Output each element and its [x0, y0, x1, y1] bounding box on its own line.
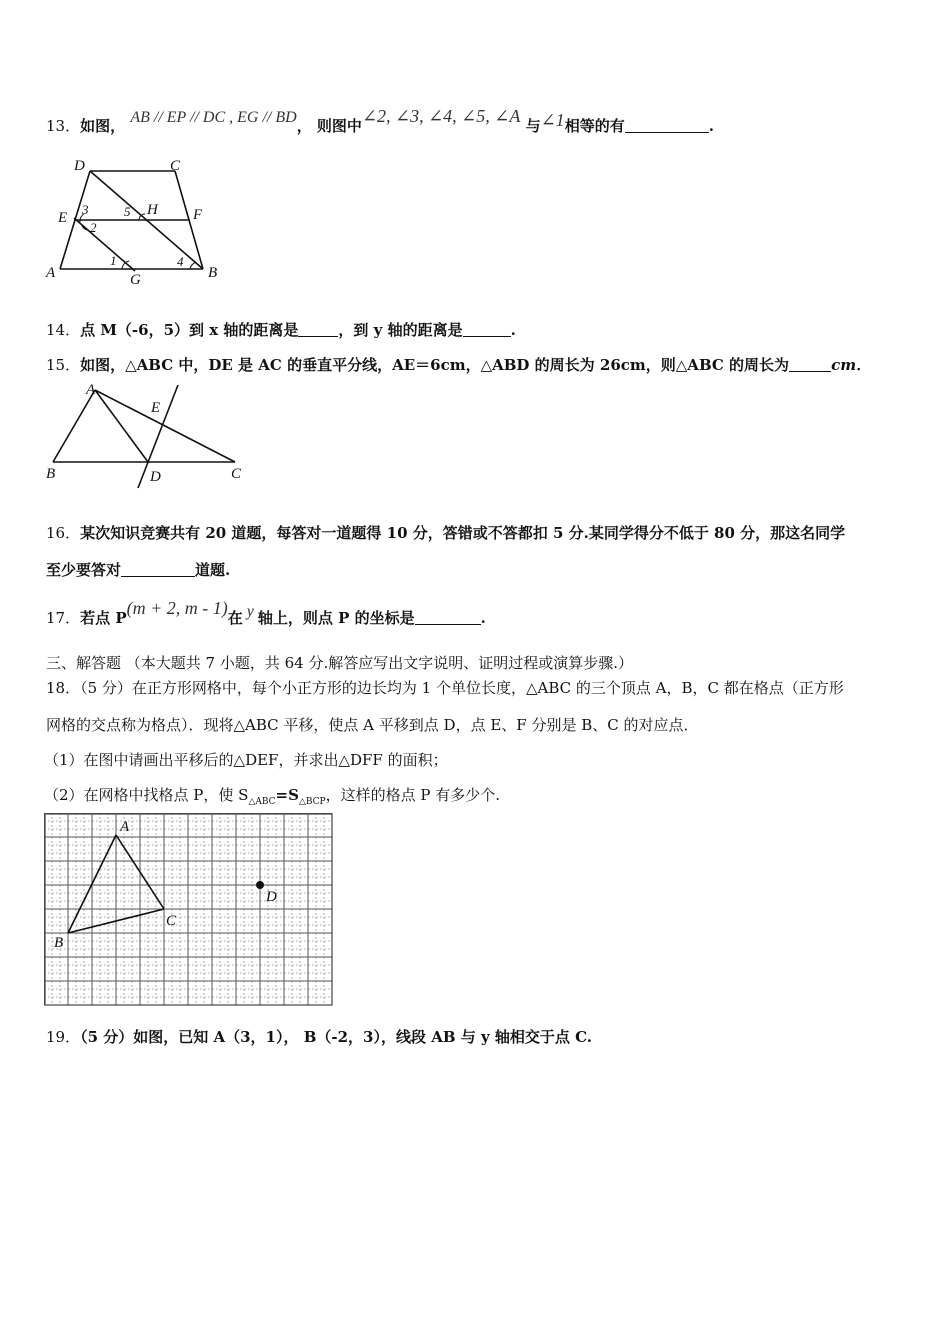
q14-answer-blank-2[interactable] — [463, 321, 511, 337]
fig18-label-b: B — [54, 935, 64, 951]
q13-lead: 如图， — [80, 117, 126, 135]
fig13-label-b: B — [208, 265, 218, 281]
q16-answer-blank[interactable] — [121, 561, 195, 577]
fig15-label-b: B — [46, 466, 56, 482]
question-16-line-2 — [46, 560, 230, 580]
fig13-label-a: A — [46, 265, 56, 281]
figure-18-grid — [44, 813, 334, 1007]
q18-sub-abc: △ABC — [248, 797, 276, 807]
fig13-label-c: C — [170, 158, 181, 174]
fig18-label-c: C — [166, 913, 177, 929]
q18-line1: （5 分）在正方形网格中，每个小正方形的边长均为 1 个单位长度，△ABC 的三个顶点 A，B，C 都在格点（正方形 — [80, 679, 844, 697]
q18-part2a: （2）在网格中找格点 P，使 S — [44, 786, 249, 804]
q16-number: 16． — [46, 524, 81, 542]
q13-condition: AB // EP // DC , EG // BD — [130, 109, 297, 126]
question-17 — [46, 598, 486, 629]
q17-axis: y — [246, 603, 254, 620]
q18-sub-bcp: △BCP — [298, 797, 326, 807]
q14-number: 14． — [46, 321, 81, 339]
fig13-label-e: E — [58, 210, 68, 226]
fig13-label-g: G — [130, 272, 141, 288]
q13-tail: 相等的有 — [564, 117, 625, 135]
fig13-label-d: D — [74, 158, 85, 174]
q16-line2: 至少要答对 — [46, 561, 122, 579]
fig13-label-f: F — [193, 207, 203, 223]
figure-15-triangle — [40, 380, 255, 490]
fig13-label-1: 1 — [110, 253, 117, 268]
q15-unit: cm． — [831, 356, 872, 374]
q17-number: 17． — [46, 609, 81, 627]
q18-eq: =S — [275, 786, 299, 804]
q17-tail: 轴上，则点 P 的坐标是 — [257, 609, 415, 627]
q13-angles: ∠2, ∠3, ∠4, ∠5, ∠A — [361, 106, 521, 126]
q17-lead: 若点 P — [80, 609, 127, 627]
fig13-label-5: 5 — [124, 204, 131, 219]
q18-part2b: ，这样的格点 P 有多少个. — [325, 786, 501, 804]
q18-part1: （1）在图中请画出平移后的△DEF，并求出△DFF 的面积； — [44, 751, 448, 769]
fig13-label-2: 2 — [90, 220, 97, 235]
q14-text2: ，到 y 轴的距离是 — [338, 321, 463, 339]
fig15-label-c: C — [231, 466, 242, 482]
question-14 — [46, 320, 516, 340]
figure-13-trapezoid — [40, 150, 230, 290]
question-16-line-1 — [46, 523, 845, 543]
q17-answer-blank[interactable] — [415, 609, 481, 625]
fig18-label-a: A — [120, 819, 130, 835]
q13-answer-blank[interactable] — [625, 117, 709, 133]
question-18-part-2 — [44, 785, 500, 812]
section-3-title: 三、解答题 （本大题共 7 小题，共 64 分.解答应写出文字说明、证明过程或演算步骤.） — [46, 654, 634, 672]
fig13-label-h: H — [147, 202, 158, 218]
q13-mid: ， 则图中 — [296, 117, 362, 135]
question-13 — [46, 106, 714, 137]
q15-number: 15． — [46, 356, 81, 374]
question-18-line-2 — [46, 715, 699, 735]
q16-tail: 道题. — [195, 561, 231, 579]
section-3-heading — [46, 653, 633, 673]
q14-answer-blank-1[interactable] — [298, 321, 338, 337]
question-15 — [46, 355, 871, 375]
fig13-label-4: 4 — [177, 254, 184, 269]
question-19 — [46, 1027, 592, 1047]
q17-coordinate: (m + 2, m - 1) — [126, 598, 228, 618]
q19-text: （5 分）如图，已知 A（3，1）， B（-2，3），线段 AB 与 y 轴相交于点 C. — [80, 1028, 593, 1046]
fig15-label-a: A — [86, 382, 96, 398]
fig13-label-3: 3 — [82, 202, 89, 217]
q13-with: 与 — [525, 117, 541, 135]
fig15-label-d: D — [150, 469, 161, 485]
q14-end: . — [510, 321, 516, 339]
q13-target-angle: ∠1 — [540, 110, 565, 130]
q13-number: 13． — [46, 117, 81, 135]
q17-at: 在 — [227, 609, 243, 627]
q19-number: 19． — [46, 1028, 81, 1046]
q18-number: 18． — [46, 679, 81, 697]
q15-answer-blank[interactable] — [789, 356, 831, 372]
q14-text1: 点 M（-6，5）到 x 轴的距离是 — [80, 321, 299, 339]
q18-line2: 网格的交点称为格点）．现将△ABC 平移，使点 A 平移到点 D，点 E、F 分别是 B、C 的对应点． — [46, 716, 699, 734]
q17-end: . — [480, 609, 486, 627]
q16-line1: 某次知识竞赛共有 20 道题，每答对一道题得 10 分，答错或不答都扣 5 分.某同学得分不低于 80 分，那这名同学 — [80, 524, 846, 542]
question-18-part-1 — [44, 750, 448, 770]
q15-text: 如图，△ABC 中，DE 是 AC 的垂直平分线，AE＝6cm，△ABD 的周长为 26cm，则△ABC 的周长为 — [80, 356, 790, 374]
q13-end: . — [708, 117, 714, 135]
fig18-label-d: D — [266, 889, 277, 905]
question-18-line-1 — [46, 678, 844, 698]
fig15-label-e: E — [151, 400, 161, 416]
fig18-point-d-dot — [256, 881, 264, 889]
